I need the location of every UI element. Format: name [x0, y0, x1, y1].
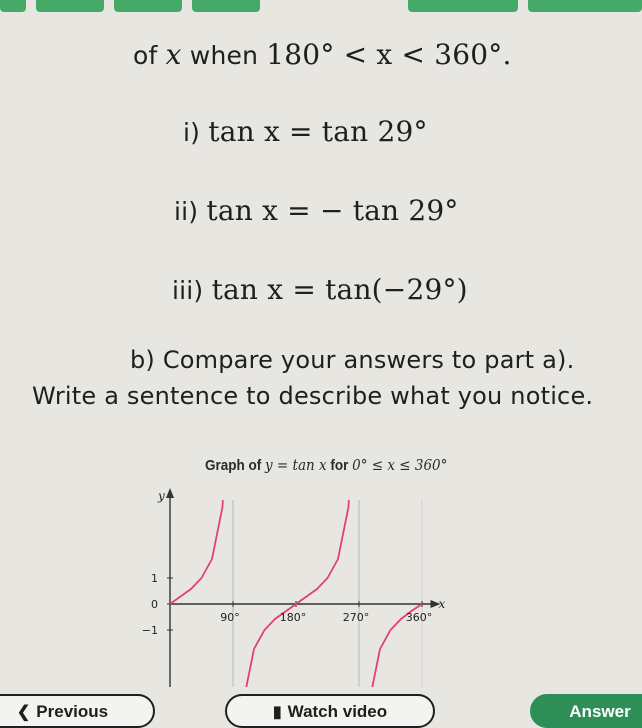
part-iii-equation: tan x = tan(−29°): [211, 273, 468, 306]
graph-title-function: y = tan x: [265, 456, 327, 474]
part-iii-label: iii): [172, 276, 204, 305]
top-tab[interactable]: [36, 0, 104, 12]
part-i-label: i): [183, 118, 201, 147]
y-tick-label: 0: [151, 598, 158, 611]
intro-mid: when: [181, 41, 267, 70]
part-ii-equation: tan x = − tan 29°: [206, 194, 459, 227]
chevron-left-icon: ❮: [16, 704, 31, 721]
previous-button[interactable]: [0, 694, 155, 728]
previous-label: Previous: [36, 702, 109, 721]
question-intro: [133, 38, 512, 71]
watch-video-label: Watch video: [287, 702, 388, 721]
y-tick-label: −1: [141, 624, 158, 637]
tan-curve-branch-2: [235, 482, 357, 687]
y-axis-arrow: [166, 488, 174, 498]
y-tick-label: 1: [151, 572, 158, 585]
tangent-graph: [135, 482, 525, 687]
graph-title-range: 0° ≤ x ≤ 360°: [352, 456, 448, 474]
part-ii: [174, 194, 459, 227]
answer-label: Answer: [569, 702, 631, 721]
graph-title-prefix: Graph of: [205, 457, 266, 474]
watch-video-button[interactable]: [225, 694, 435, 728]
intro-condition: 180° < x < 360°.: [266, 38, 512, 71]
x-tick-label: 90°: [220, 611, 240, 624]
part-b-line-2: Write a sentence to describe what you notice.: [32, 382, 594, 410]
video-icon: ▮: [272, 704, 282, 721]
part-iii: [172, 273, 468, 306]
top-tab[interactable]: [0, 0, 26, 12]
part-ii-label: ii): [174, 197, 199, 226]
graph-title-mid: for: [326, 457, 353, 474]
bottom-action-bar: [0, 694, 642, 722]
part-i-equation: tan x = tan 29°: [208, 115, 428, 148]
part-b-line-1: b) Compare your answers to part a).: [130, 346, 575, 374]
part-i: [183, 115, 428, 148]
intro-variable: x: [165, 38, 182, 71]
top-tab[interactable]: [114, 0, 182, 12]
intro-prefix: of: [133, 41, 166, 70]
top-tab[interactable]: [408, 0, 518, 12]
x-tick-label: 360°: [405, 611, 433, 624]
top-tab[interactable]: [528, 0, 642, 12]
x-tick-label: 180°: [279, 611, 307, 624]
top-tab[interactable]: [192, 0, 260, 12]
answer-button[interactable]: [530, 694, 642, 728]
tan-curve-branch-1: [170, 482, 231, 604]
top-tab-strip: [0, 0, 642, 14]
graph-title: [205, 456, 447, 474]
x-axis-label: x: [438, 597, 446, 611]
y-axis-label: y: [158, 489, 165, 503]
x-tick-label: 270°: [342, 611, 370, 624]
